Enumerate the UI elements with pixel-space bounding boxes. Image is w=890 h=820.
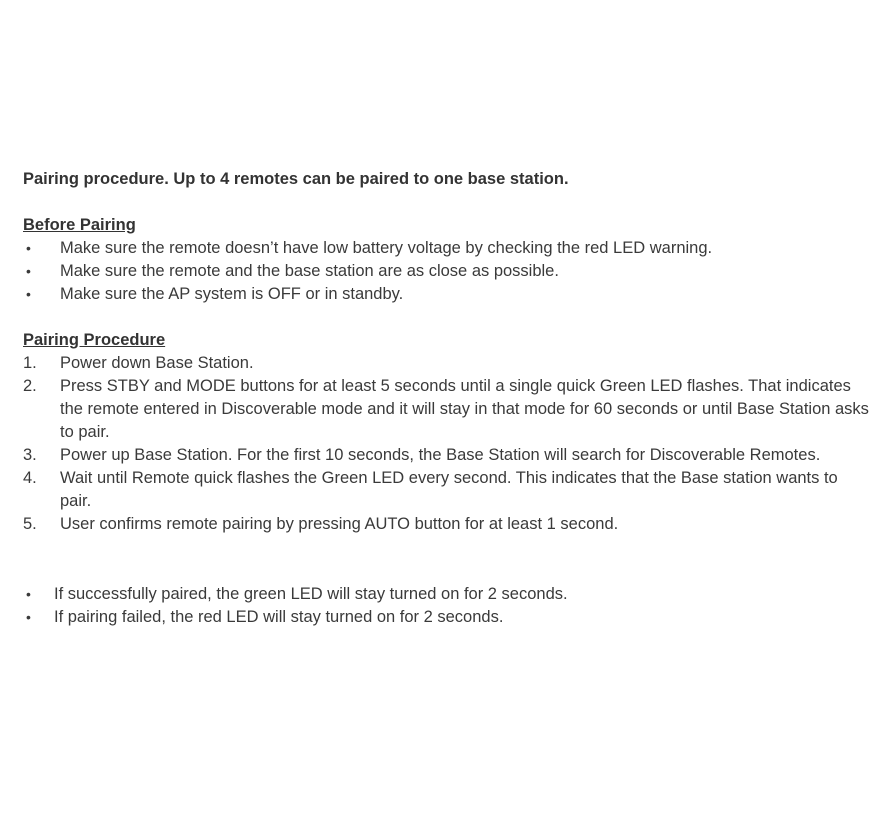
list-item-text: Make sure the AP system is OFF or in standby. [60,285,404,303]
list-item-text: Make sure the remote doesn’t have low battery voltage by checking the red LED warning. [60,239,713,257]
step-item [23,467,873,513]
step-item [23,375,873,444]
list-item [23,606,873,629]
step-number: 5. [23,515,37,533]
bullet-icon: • [26,263,31,279]
step-item [23,444,873,467]
pairing-steps-list [23,352,873,536]
intro-heading: Pairing procedure. Up to 4 remotes can be paired to one base station. [23,170,569,188]
step-text: User confirms remote pairing by pressing AUTO button for at least 1 second. [60,515,619,533]
spacer [23,536,873,583]
before-pairing-heading: Before Pairing [23,216,136,234]
bullet-icon: • [26,286,31,302]
step-text: Power down Base Station. [60,354,254,372]
step-number: 4. [23,469,37,487]
bullet-icon: • [26,240,31,256]
bullet-icon: • [26,586,31,602]
step-item [23,352,873,375]
list-item-text: If successfully paired, the green LED will stay turned on for 2 seconds. [54,585,568,603]
spacer [23,191,873,214]
pairing-results-list [23,583,873,629]
list-item [23,583,873,606]
step-number: 1. [23,354,37,372]
pairing-procedure-heading: Pairing Procedure [23,331,166,349]
step-text: Wait until Remote quick flashes the Green LED every second. This indicates that the Base station wants to pair. [60,469,838,510]
list-item-text: If pairing failed, the red LED will stay turned on for 2 seconds. [54,608,504,626]
document [23,168,873,629]
list-item [23,283,873,306]
step-number: 3. [23,446,37,464]
list-item-text: Make sure the remote and the base station are as close as possible. [60,262,559,280]
step-item [23,513,873,536]
bullet-icon: • [26,609,31,625]
step-text: Power up Base Station. For the first 10 seconds, the Base Station will search for Discoverable Remotes. [60,446,821,464]
list-item [23,260,873,283]
spacer [23,306,873,329]
step-number: 2. [23,377,37,395]
list-item [23,237,873,260]
step-text: Press STBY and MODE buttons for at least 5 seconds until a single quick Green LED flashes. That indicates the remote entered in Discoverable mode and it will stay in that mode for 60 seconds or until Base Station asks to pair. [60,377,869,441]
before-pairing-list [23,237,873,306]
